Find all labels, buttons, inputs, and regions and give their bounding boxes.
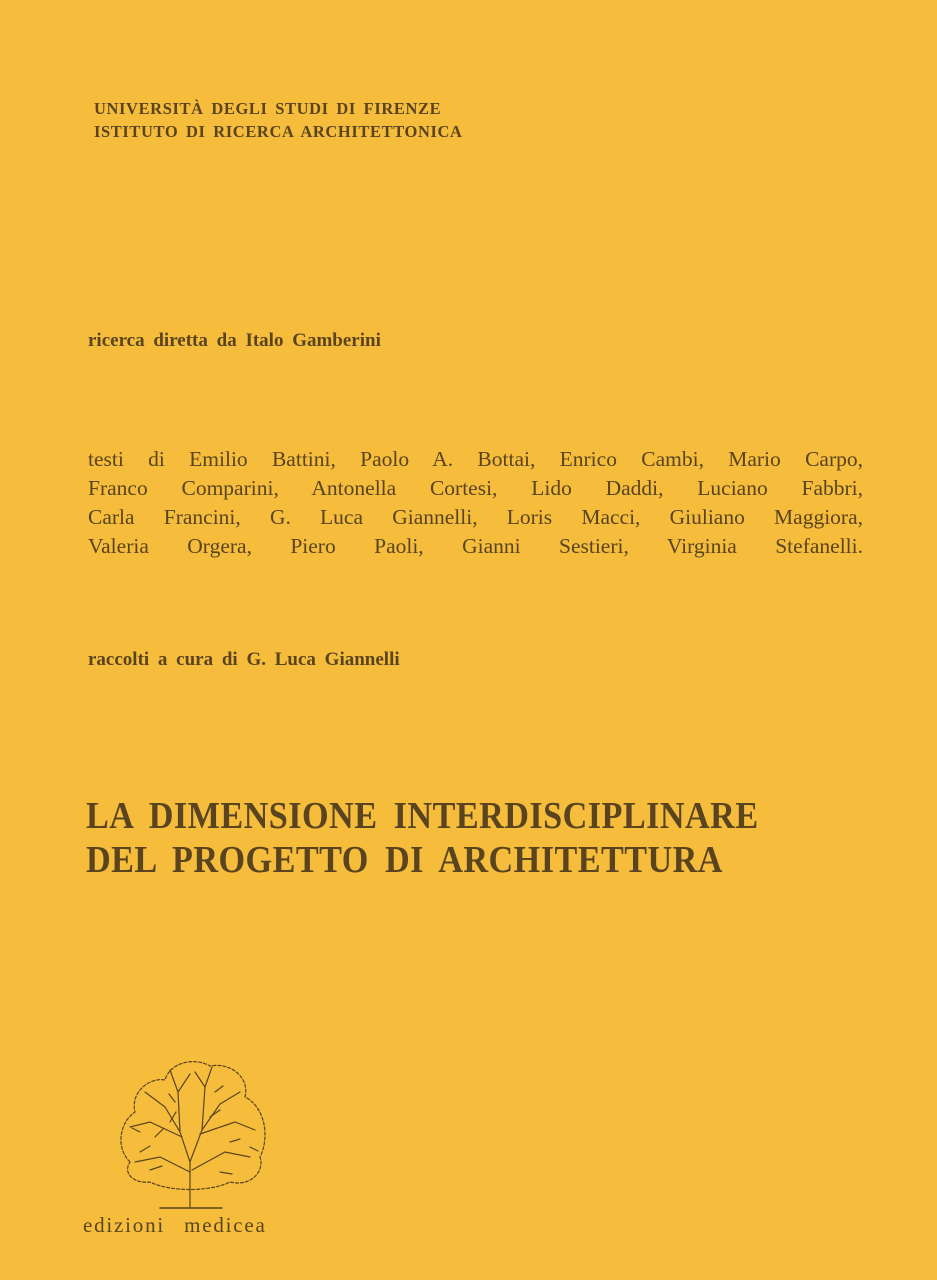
university-name: UNIVERSITÀ DEGLI STUDI DI FIRENZE	[94, 99, 442, 118]
authors-line: testi di Emilio Battini, Paolo A. Bottai, Enrico Cambi, Mario Carpo,	[88, 447, 863, 471]
institute-name: ISTITUTO DI RICERCA ARCHITETTONICA	[94, 122, 463, 141]
editor-credit: raccolti a cura di G. Luca Giannelli	[88, 649, 400, 670]
authors-line: Franco Comparini, Antonella Cortesi, Lido Daddi, Luciano Fabbri,	[88, 476, 863, 500]
publisher-name: edizioni medicea	[83, 1213, 267, 1237]
authors-line: Valeria Orgera, Piero Paoli, Gianni Sestieri, Virginia Stefanelli.	[88, 534, 863, 558]
book-title-line2: DEL PROGETTO DI ARCHITETTURA	[86, 839, 723, 881]
research-director: ricerca diretta da Italo Gamberini	[88, 330, 381, 351]
book-title-line1: LA DIMENSIONE INTERDISCIPLINARE	[86, 795, 759, 837]
authors-line: Carla Francini, G. Luca Giannelli, Loris Macci, Giuliano Maggiora,	[88, 505, 863, 529]
tree-logo-icon	[110, 1052, 275, 1217]
